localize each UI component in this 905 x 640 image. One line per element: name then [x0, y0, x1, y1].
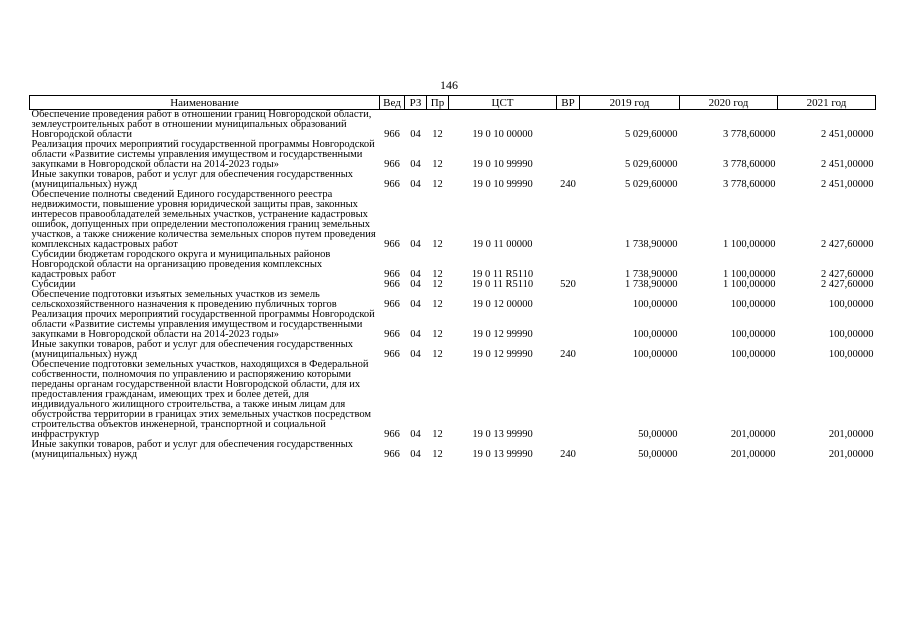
- row-2020: 3 778,60000: [723, 179, 776, 190]
- row-name: Субсидии бюджетам городского округа и муниципальных районов Новгородской области на организацию проведения комплексных кадастровых работ: [31, 249, 331, 280]
- row-2020: 3 778,60000: [723, 159, 776, 170]
- row-ved: 966: [384, 129, 400, 140]
- row-pr: 12: [432, 179, 443, 190]
- header-vr: ВР: [557, 96, 580, 110]
- row-2019: 100,00000: [632, 349, 678, 360]
- row-ved: 966: [384, 299, 400, 310]
- row-pr: 12: [432, 129, 443, 140]
- row-pr: 12: [432, 449, 443, 460]
- row-name: Иные закупки товаров, работ и услуг для обеспечения государственных (муниципальных) нужд: [31, 169, 354, 190]
- row-vr: 520: [560, 279, 576, 290]
- table-row: [30, 140, 876, 170]
- table-row: [30, 250, 876, 280]
- row-rz: 04: [410, 179, 421, 190]
- row-2021: 100,00000: [828, 329, 874, 340]
- table-row: [30, 340, 876, 360]
- row-ved: 966: [384, 449, 400, 460]
- row-rz: 04: [410, 159, 421, 170]
- row-pr: 12: [432, 239, 443, 250]
- row-2021: 100,00000: [828, 299, 874, 310]
- row-ved: 966: [384, 329, 400, 340]
- row-name: Иные закупки товаров, работ и услуг для обеспечения государственных (муниципальных) нужд: [31, 339, 354, 360]
- row-2020: 201,00000: [730, 429, 776, 440]
- row-2019: 5 029,60000: [625, 129, 678, 140]
- row-pr: 12: [432, 279, 443, 290]
- row-cst: 19 0 13 99990: [472, 449, 533, 460]
- row-ved: 966: [384, 179, 400, 190]
- row-cst: 19 0 12 99990: [472, 349, 533, 360]
- row-2021: 2 427,60000: [821, 279, 874, 290]
- row-cst: 19 0 10 00000: [472, 129, 533, 140]
- row-ved: 966: [384, 429, 400, 440]
- row-2021: 2 451,00000: [821, 179, 874, 190]
- row-vr: 240: [560, 449, 576, 460]
- row-ved: 966: [384, 279, 400, 290]
- row-ved: 966: [384, 159, 400, 170]
- row-2019: 5 029,60000: [625, 179, 678, 190]
- header-ved: Вед: [380, 96, 405, 110]
- header-name: Наименование: [30, 96, 380, 110]
- row-name: Обеспечение полноты сведений Единого государственного реестра недвижимости, повышение уровня юридической защиты прав, законных интересов правообладателей земельных участков, устранение кадастровых ошибок, допущенных при определении местоположения границ земельных участков, а также снижение количества земельных споров путем проведения комплексных кадастровых работ: [31, 189, 376, 250]
- row-name: Иные закупки товаров, работ и услуг для обеспечения государственных (муниципальных) нужд: [31, 439, 354, 460]
- row-2020: 3 778,60000: [723, 129, 776, 140]
- row-vr: [557, 310, 580, 340]
- row-2020: 1 100,00000: [723, 269, 776, 280]
- row-vr: [557, 140, 580, 170]
- table-row: [30, 440, 876, 460]
- row-2019: 50,00000: [638, 449, 678, 460]
- row-pr: 12: [432, 159, 443, 170]
- row-vr: [557, 360, 580, 440]
- row-ved: 966: [384, 239, 400, 250]
- table-row: [30, 110, 876, 141]
- row-2021: 2 427,60000: [821, 269, 874, 280]
- row-rz: 04: [410, 449, 421, 460]
- row-2020: 1 100,00000: [723, 279, 776, 290]
- row-rz: 04: [410, 279, 421, 290]
- table-row: [30, 310, 876, 340]
- row-pr: 12: [432, 349, 443, 360]
- row-name: Реализация прочих мероприятий государственной программы Новгородской области «Развитие системы управления имуществом и государственными закупками в Новгородской области на 2014-2023 годы»: [31, 309, 375, 340]
- row-rz: 04: [410, 269, 421, 280]
- row-2019: 1 738,90000: [625, 239, 678, 250]
- header-pr: Пр: [427, 96, 449, 110]
- table-row: [30, 190, 876, 250]
- row-2020: 100,00000: [730, 349, 776, 360]
- row-ved: 966: [384, 349, 400, 360]
- row-name: Обеспечение проведения работ в отношении границ Новгородской области, землеустроительных работ в отношении муниципальных образований Новгородской области: [31, 109, 372, 140]
- row-name: Обеспечение подготовки изъятых земельных участков из земель сельскохозяйственного назначения к проведению публичных торгов: [31, 289, 337, 310]
- row-2021: 100,00000: [828, 349, 874, 360]
- row-rz: 04: [410, 239, 421, 250]
- row-2020: 100,00000: [730, 299, 776, 310]
- row-2019: 50,00000: [638, 429, 678, 440]
- row-rz: 04: [410, 349, 421, 360]
- table-row: [30, 290, 876, 310]
- header-2020: 2020 год: [680, 96, 778, 110]
- row-2021: 201,00000: [828, 429, 874, 440]
- row-cst: 19 0 12 00000: [472, 299, 533, 310]
- row-rz: 04: [410, 129, 421, 140]
- row-2019: 1 738,90000: [625, 269, 678, 280]
- row-rz: 04: [410, 329, 421, 340]
- row-2020: 100,00000: [730, 329, 776, 340]
- budget-table: [29, 95, 876, 460]
- row-cst: 19 0 10 99990: [472, 159, 533, 170]
- row-pr: 12: [432, 329, 443, 340]
- header-2021: 2021 год: [778, 96, 876, 110]
- row-2021: 2 427,60000: [821, 239, 874, 250]
- row-rz: 04: [410, 299, 421, 310]
- row-cst: 19 0 10 99990: [472, 179, 533, 190]
- row-vr: [557, 250, 580, 280]
- row-vr: [557, 190, 580, 250]
- row-2019: 100,00000: [632, 329, 678, 340]
- row-2019: 5 029,60000: [625, 159, 678, 170]
- row-vr: [557, 110, 580, 141]
- table-header: [30, 96, 876, 110]
- row-2019: 1 738,90000: [625, 279, 678, 290]
- row-cst: 19 0 12 99990: [472, 329, 533, 340]
- header-rz: РЗ: [405, 96, 427, 110]
- header-cst: ЦСТ: [449, 96, 557, 110]
- row-2021: 2 451,00000: [821, 159, 874, 170]
- row-name: Субсидии: [31, 279, 76, 290]
- row-ved: 966: [384, 269, 400, 280]
- row-cst: 19 0 11 R5110: [471, 279, 534, 290]
- row-pr: 12: [432, 299, 443, 310]
- row-rz: 04: [410, 429, 421, 440]
- row-cst: 19 0 11 R5110: [471, 269, 534, 280]
- table-row: [30, 170, 876, 190]
- row-name: Обеспечение подготовки земельных участков, находящихся в Федеральной собственности, полномочия по управлению и распоряжению которыми переданы органам государственной власти Новгородской области, для их предоставления гражданам, имеющих трех и более детей, для индивидуального жилищного строительства, а также иным лицам для обустройства территории в границах этих земельных участков посредством строительства объектов инженерной, транспортной и социальной инфраструктур: [31, 359, 372, 440]
- row-vr: [557, 290, 580, 310]
- row-vr: 240: [560, 349, 576, 360]
- row-2019: 100,00000: [632, 299, 678, 310]
- table-body: [30, 110, 876, 461]
- row-cst: 19 0 13 99990: [472, 429, 533, 440]
- row-name: Реализация прочих мероприятий государственной программы Новгородской области «Развитие системы управления имуществом и государственными закупками в Новгородской области на 2014-2023 годы»: [31, 139, 375, 170]
- row-cst: 19 0 11 00000: [472, 239, 533, 250]
- row-2020: 1 100,00000: [723, 239, 776, 250]
- row-2020: 201,00000: [730, 449, 776, 460]
- row-pr: 12: [432, 429, 443, 440]
- row-2021: 2 451,00000: [821, 129, 874, 140]
- page-number: 146: [440, 78, 458, 92]
- header-2019: 2019 год: [580, 96, 680, 110]
- table-row: [30, 360, 876, 440]
- row-pr: 12: [432, 269, 443, 280]
- row-vr: 240: [560, 179, 576, 190]
- row-2021: 201,00000: [828, 449, 874, 460]
